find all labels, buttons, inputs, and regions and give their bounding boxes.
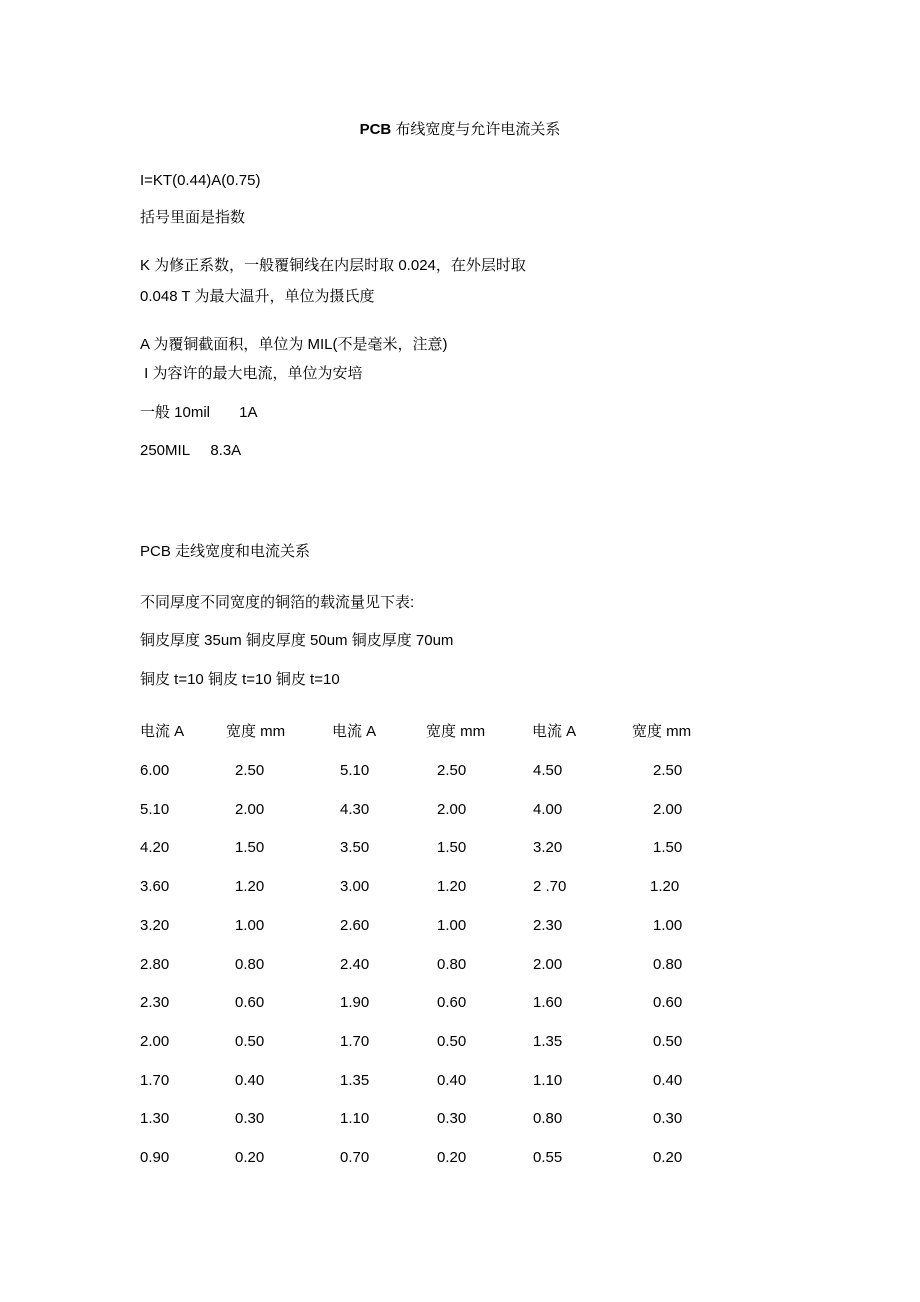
section2-intro: 不同厚度不同宽度的铜箔的载流量见下表: [140, 594, 415, 611]
table-cell: 0.40 [437, 1072, 467, 1089]
table-header-cell: 宽度 mm [632, 723, 692, 740]
table-cell: 0.70 [340, 1149, 370, 1166]
table-cell: 3.60 [140, 878, 170, 895]
table-cell: 2.30 [533, 917, 563, 934]
exponent-note: 括号里面是指数 [140, 209, 246, 226]
table-cell: 3.00 [340, 878, 370, 895]
table-cell: 2.80 [140, 956, 170, 973]
table-cell: 1.90 [340, 994, 370, 1011]
table-header-cell: 宽度 mm [226, 723, 286, 740]
table-cell: 1.30 [140, 1110, 170, 1127]
title-rest-part: 布线宽度与允许电流关系 [391, 121, 561, 138]
table-cell: 0.60 [235, 994, 265, 1011]
section2-title: PCB 走线宽度和电流关系 [140, 543, 311, 560]
table-cell: 0.60 [653, 994, 683, 1011]
table-cell: 2.30 [140, 994, 170, 1011]
table-cell: 2.00 [140, 1033, 170, 1050]
table-cell: 1.00 [437, 917, 467, 934]
table-cell: 0.80 [235, 956, 265, 973]
table-cell: 1.00 [235, 917, 265, 934]
table-cell: 2.00 [533, 956, 563, 973]
table-cell: 5.10 [140, 801, 170, 818]
current-definition-line: I 为容许的最大电流，单位为安培 [140, 365, 363, 382]
table-header-cell: 电流 A [332, 723, 377, 740]
table-cell: 2 .70 [533, 878, 567, 895]
table-cell: 3.50 [340, 839, 370, 856]
table-cell: 0.80 [437, 956, 467, 973]
table-cell: 0.50 [437, 1033, 467, 1050]
table-cell: 0.20 [653, 1149, 683, 1166]
table-cell: 1.50 [235, 839, 265, 856]
table-cell: 4.00 [533, 801, 563, 818]
table-header-cell: 电流 A [532, 723, 577, 740]
temperature-line: 铜皮 t=10 铜皮 t=10 铜皮 t=10 [140, 671, 340, 688]
table-cell: 0.80 [533, 1110, 563, 1127]
table-cell: 0.50 [235, 1033, 265, 1050]
table-cell: 2.00 [235, 801, 265, 818]
formula-line: I=KT(0.44)A(0.75) [140, 172, 261, 189]
table-cell: 6.00 [140, 762, 170, 779]
table-cell: 2.50 [235, 762, 265, 779]
table-cell: 1.00 [653, 917, 683, 934]
table-cell: 5.10 [340, 762, 370, 779]
thickness-line: 铜皮厚度 35um 铜皮厚度 50um 铜皮厚度 70um [140, 632, 454, 649]
table-cell: 2.40 [340, 956, 370, 973]
table-cell: 1.70 [340, 1033, 370, 1050]
table-cell: 1.20 [437, 878, 467, 895]
area-definition-line: A 为覆铜截面积，单位为 MIL(不是毫米，注意) [140, 336, 448, 353]
table-cell: 4.30 [340, 801, 370, 818]
document-title [0, 120, 920, 140]
title-latin-part: PCB [359, 121, 392, 138]
table-cell: 0.55 [533, 1149, 563, 1166]
table-cell: 1.50 [437, 839, 467, 856]
table-cell: 1.60 [533, 994, 563, 1011]
table-cell: 2.50 [653, 762, 683, 779]
table-cell: 3.20 [140, 917, 170, 934]
table-cell: 3.20 [533, 839, 563, 856]
table-header-cell: 电流 A [140, 723, 185, 740]
table-cell: 0.50 [653, 1033, 683, 1050]
table-cell: 0.40 [235, 1072, 265, 1089]
table-cell: 4.50 [533, 762, 563, 779]
table-cell: 0.30 [653, 1110, 683, 1127]
table-cell: 4.20 [140, 839, 170, 856]
table-cell: 1.10 [340, 1110, 370, 1127]
table-header-cell: 宽度 mm [426, 723, 486, 740]
table-cell: 1.50 [653, 839, 683, 856]
table-cell: 2.60 [340, 917, 370, 934]
table-cell: 1.35 [533, 1033, 563, 1050]
table-cell: 0.90 [140, 1149, 170, 1166]
example-line-2: 250MIL 8.3A [140, 442, 242, 459]
k-coefficient-line-2: 0.048 T 为最大温升，单位为摄氏度 [140, 288, 375, 305]
example-line-1: 一般 10mil 1A [140, 404, 258, 421]
table-cell: 1.35 [340, 1072, 370, 1089]
table-cell: 0.80 [653, 956, 683, 973]
table-cell: 0.60 [437, 994, 467, 1011]
table-cell: 0.20 [437, 1149, 467, 1166]
table-cell: 1.20 [235, 878, 265, 895]
k-coefficient-line-1: K 为修正系数，一般覆铜线在内层时取 0.024，在外层时取 [140, 257, 526, 274]
table-cell: 2.00 [653, 801, 683, 818]
table-cell: 1.20 [650, 878, 680, 895]
table-cell: 0.30 [235, 1110, 265, 1127]
table-cell: 0.20 [235, 1149, 265, 1166]
table-cell: 2.00 [437, 801, 467, 818]
table-cell: 1.10 [533, 1072, 563, 1089]
table-cell: 1.70 [140, 1072, 170, 1089]
table-cell: 0.40 [653, 1072, 683, 1089]
table-cell: 0.30 [437, 1110, 467, 1127]
table-cell: 2.50 [437, 762, 467, 779]
